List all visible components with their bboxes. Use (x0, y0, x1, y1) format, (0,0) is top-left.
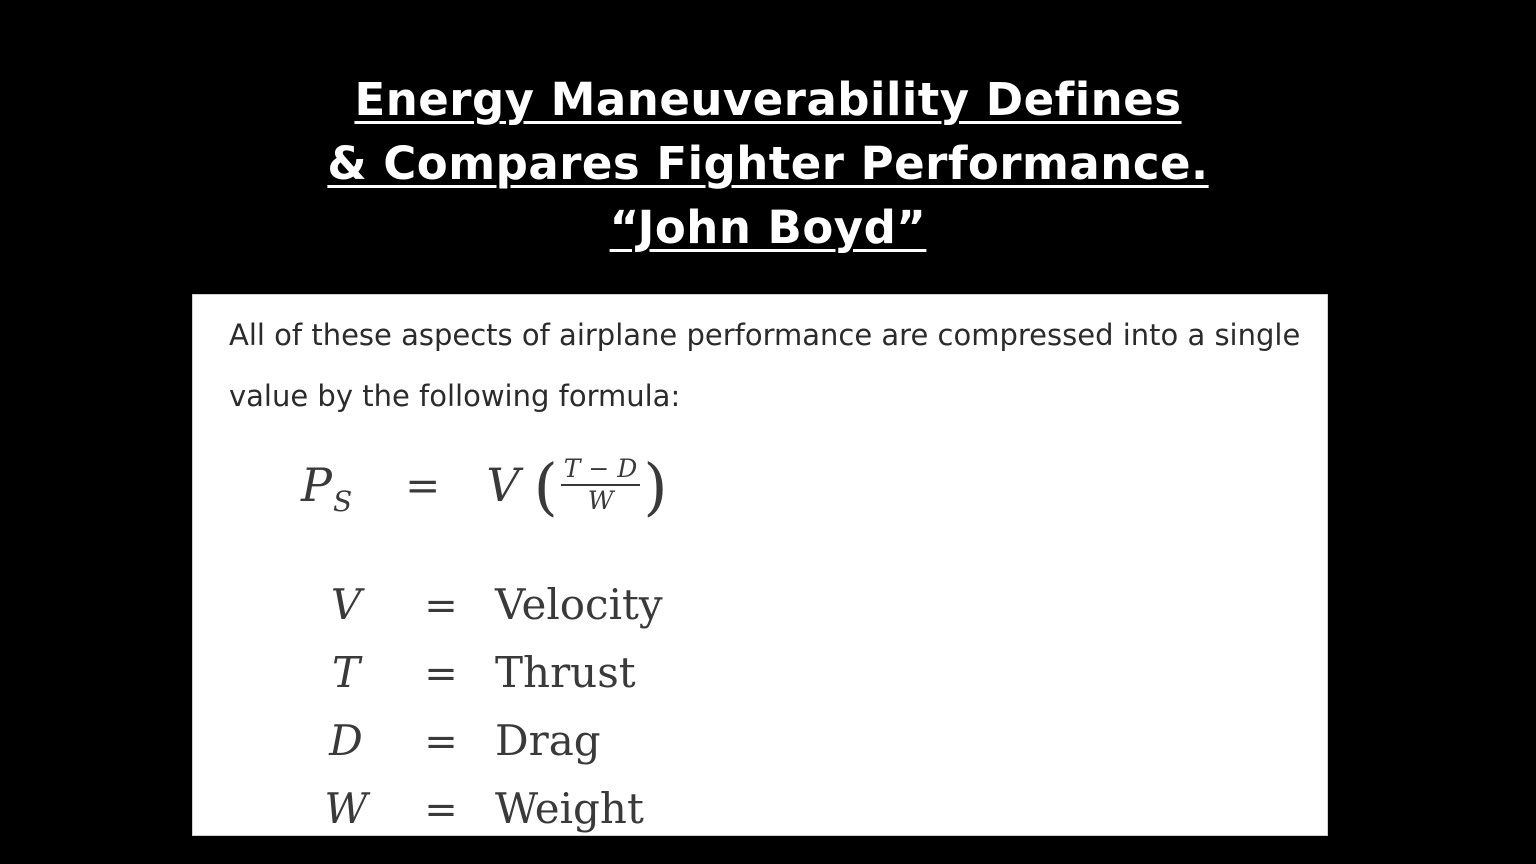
formula-fraction-group (533, 450, 668, 524)
definition-meaning: Thrust (495, 648, 636, 697)
definition-equals: = (424, 583, 458, 629)
definition-equals: = (424, 651, 458, 697)
definition-row (305, 648, 1289, 716)
title-line-3 (0, 196, 1536, 260)
definition-row (305, 716, 1289, 784)
definition-equals: = (424, 719, 458, 765)
definition-meaning: Drag (495, 716, 601, 765)
definition-meaning: Weight (495, 784, 644, 833)
specific-excess-power-formula (229, 430, 1289, 540)
definition-symbol: D (329, 716, 363, 765)
definition-meaning: Velocity (495, 580, 663, 629)
slide-title (0, 68, 1536, 260)
formula-lhs-symbol: P (301, 458, 332, 512)
definition-row (305, 580, 1289, 648)
definition-symbol: V (330, 580, 362, 629)
formula-block (229, 430, 1289, 836)
formula-denominator: W (587, 486, 614, 515)
title-line-2 (0, 132, 1536, 196)
formula-close-paren: ) (643, 450, 668, 524)
title-line-1-text: Energy Maneuverability Defines (354, 73, 1182, 126)
formula-open-paren: ( (533, 450, 558, 524)
formula-fraction (561, 453, 641, 515)
formula-numerator: T − D (563, 453, 638, 483)
intro-paragraph: All of these aspects of airplane performance are compressed into a single value by the following formula: (229, 318, 1301, 413)
formula-lhs (301, 458, 353, 518)
definition-symbol: T (331, 648, 360, 697)
title-line-1 (0, 68, 1536, 132)
content-card (192, 294, 1328, 836)
formula-equals: = (405, 460, 441, 510)
definition-equals: = (424, 787, 458, 833)
definition-symbol: W (324, 784, 368, 833)
title-line-2-text: & Compares Fighter Performance. (327, 137, 1209, 190)
formula-lhs-subscript: S (332, 485, 353, 518)
definitions-list (229, 580, 1289, 836)
definition-row (305, 784, 1289, 836)
formula-velocity-symbol: V (486, 458, 520, 512)
title-line-3-text: “John Boyd” (609, 201, 927, 254)
